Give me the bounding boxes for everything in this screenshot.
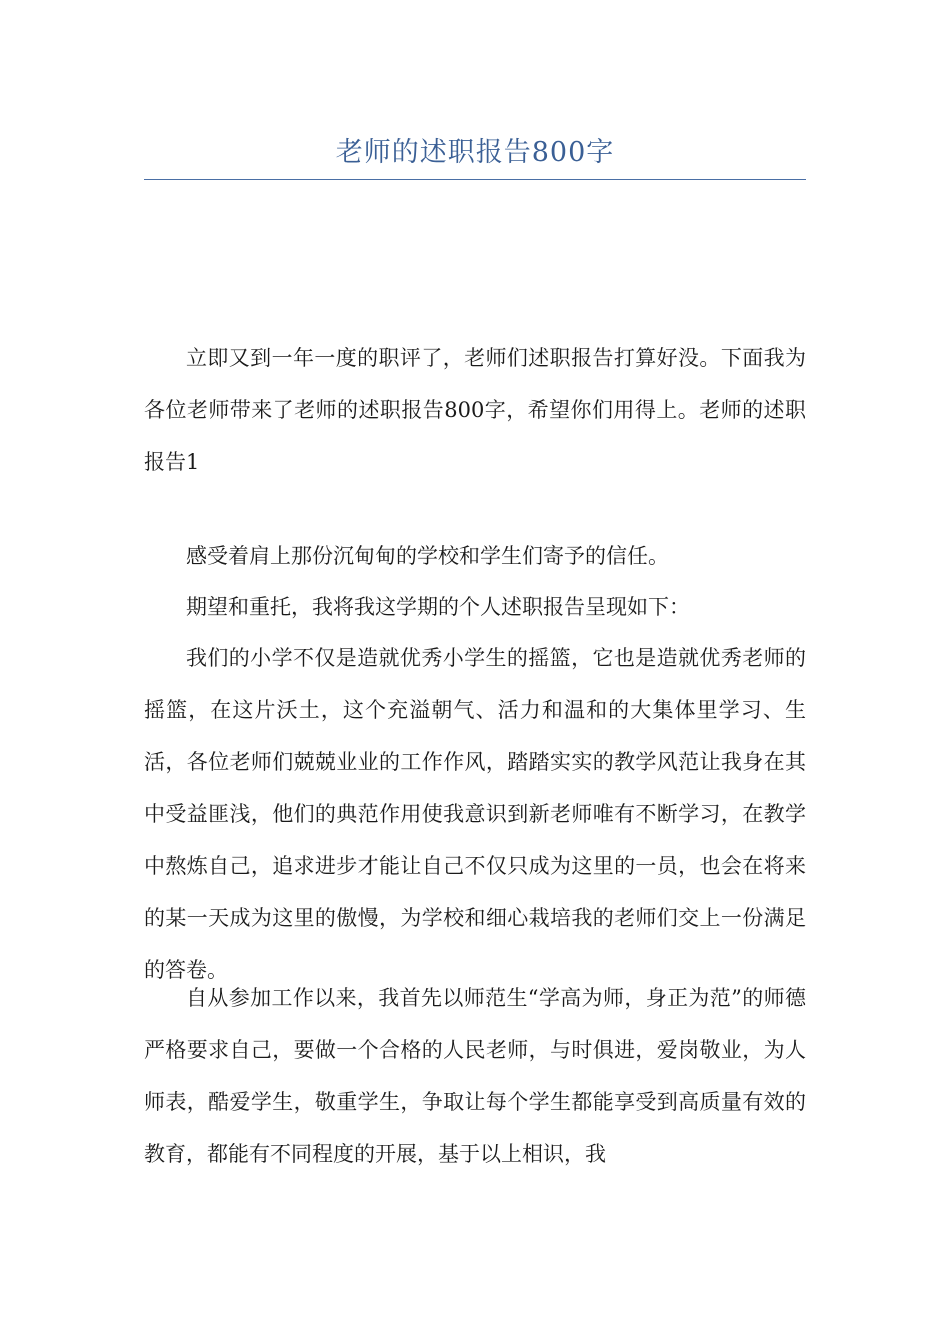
paragraph-3: 期望和重托，我将我这学期的个人述职报告呈现如下： [186, 595, 690, 619]
document-title: 老师的述职报告800字 [335, 137, 615, 168]
title-underline [144, 179, 806, 180]
paragraph-2: 感受着肩上那份沉甸甸的学校和学生们寄予的信任。 [186, 544, 669, 568]
paragraph-4: 我们的小学不仅是造就优秀小学生的摇篮，它也是造就优秀老师的摇篮，在这片沃土，这个充溢朝气、活力和温和的大集体里学习、生活，各位老师们兢兢业业的工作作风，踏踏实实的教学风范让我身在其中受益匪浅，他们的典范作用使我意识到新老师唯有不断学习，在教学中熬炼自己，追求进步才能让自己不仅只成为这里的一员，也会在将来的某一天成为这里的傲慢，为学校和细心栽培我的老师们交上一份满足的答卷。 [144, 646, 806, 982]
paragraph-5: 自从参加工作以来，我首先以师范生“学高为师，身正为范”的师德严格要求自己，要做一个合格的人民老师，与时俱进，爱岗敬业，为人师表，酷爱学生，敬重学生，争取让每个学生都能享受到高质量有效的教育，都能有不同程度的开展，基于以上相识，我 [144, 986, 806, 1166]
paragraph-intro: 立即又到一年一度的职评了，老师们述职报告打算好没。下面我为各位老师带来了老师的述职报告800字，希望你们用得上。老师的述职报告1 [144, 346, 806, 474]
